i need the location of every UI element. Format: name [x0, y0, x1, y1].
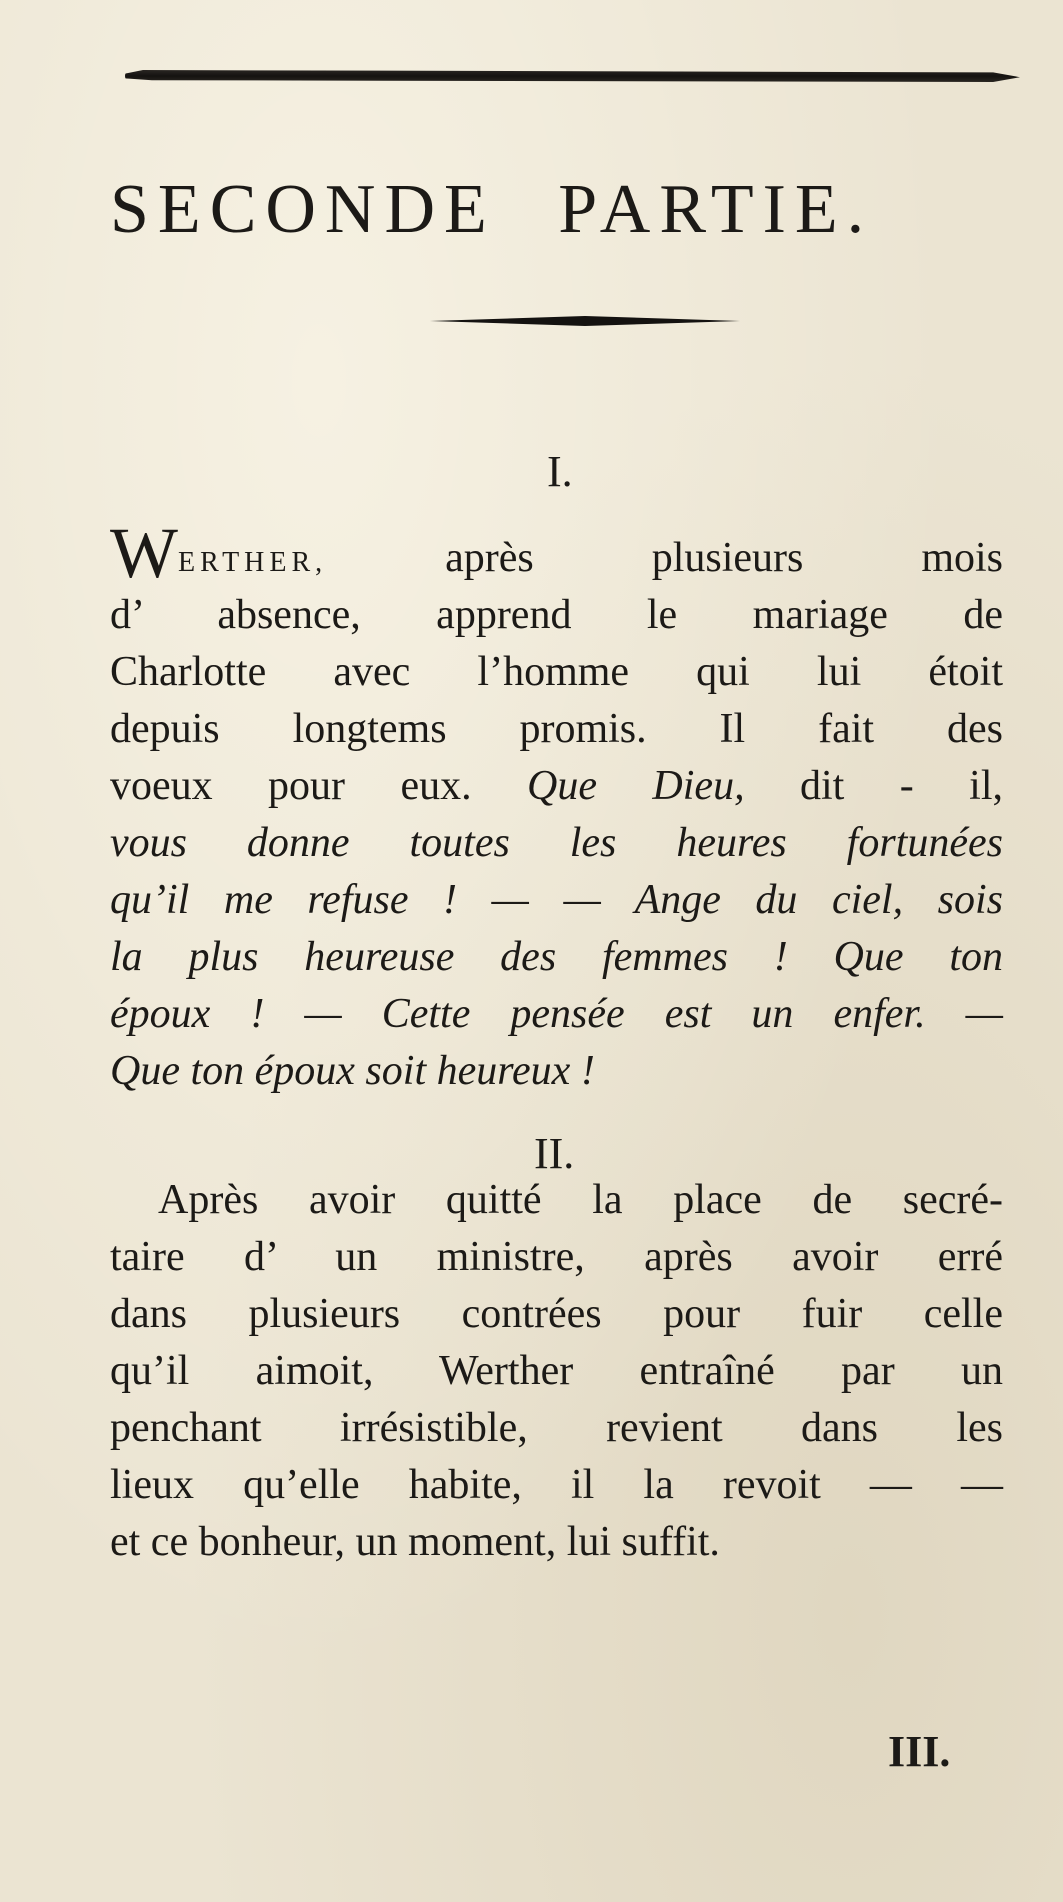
- text-line: lieux qu’elle habite, il la revoit — —: [110, 1462, 1003, 1508]
- text-line: et ce bonheur, un moment, lui suffit.: [110, 1519, 720, 1565]
- section-number-1: I.: [547, 447, 573, 496]
- section-number-2: II.: [534, 1129, 575, 1178]
- text-line: époux ! — Cette pensée est un enfer. —: [110, 991, 1003, 1037]
- text-line: WERTHER, après plusieurs mois: [110, 513, 1004, 593]
- text-line: dans plusieurs contrées pour fuir celle: [110, 1291, 1003, 1337]
- text-line: taire d’ un ministre, après avoir erré: [110, 1234, 1003, 1280]
- text-line: voeux pour eux. Que Dieu, dit - il,: [110, 763, 1003, 809]
- text-line: d’ absence, apprend le mariage de: [110, 592, 1003, 638]
- text-line: vous donne toutes les heures fortunées: [110, 820, 1003, 866]
- text-line: depuis longtems promis. Il fait des: [110, 706, 1003, 752]
- drop-cap: W: [110, 513, 178, 593]
- catchword: III.: [888, 1727, 951, 1776]
- text-line: penchant irrésistible, revient dans les: [110, 1405, 1003, 1451]
- text-line: Après avoir quitté la place de secré-: [158, 1177, 1003, 1223]
- text-line: Que ton époux soit heureux !: [110, 1048, 595, 1094]
- text-line: qu’il me refuse ! — — Ange du ciel, sois: [110, 877, 1003, 923]
- top-rule: [125, 70, 1020, 82]
- text-line: Charlotte avec l’homme qui lui étoit: [110, 649, 1003, 695]
- text-line: qu’il aimoit, Werther entraîné par un: [110, 1348, 1003, 1394]
- section-2-paragraph: [110, 1172, 1003, 1571]
- section-1-paragraph: [110, 513, 1004, 1100]
- text-line: la plus heureuse des femmes ! Que ton: [110, 934, 1003, 980]
- small-caps-word: ERTHER,: [177, 547, 328, 578]
- page-title: SECONDE PARTIE.: [110, 171, 874, 248]
- ornamental-rule: [430, 316, 740, 326]
